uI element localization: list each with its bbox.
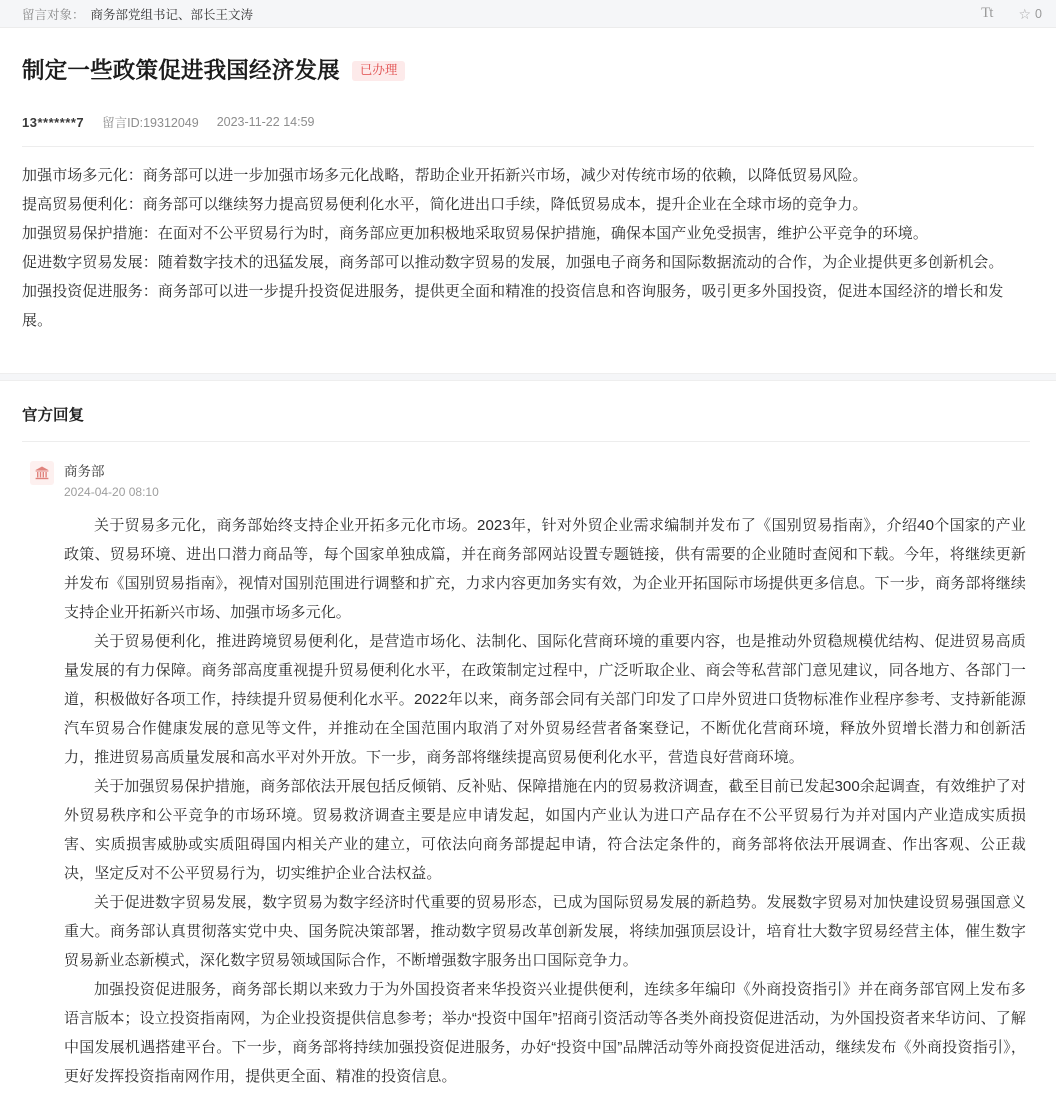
replier-meta [64,460,159,499]
title-row [22,42,1034,100]
post-body [0,147,1056,353]
status-badge: 已办理 [352,61,406,81]
reply-paragraph: 关于加强贸易保护措施，商务部依法开展包括反倾销、反补贴、保障措施在内的贸易救济调查，截至目前已发起300余起调查，有效维护了对外贸易秩序和公平竞争的市场环境。贸易救济调查主要是应申请发起，如国内产业认为进口产品存在不公平贸易行为并对国内产业造成实质损害、实质损害威胁或实质阻碍国内相关产业的建立，可依法向商务部提起申请，符合法定条件的，商务部将依法开展调查、作出客观、公正裁决，坚定反对不公平贸易行为，切实维护企业合法权益。 [64,778,1026,883]
post-paragraph: 加强贸易保护措施：在面对不公平贸易行为时，商务部应更加积极地采取贸易保护措施，确保本国产业免受损害，维护公平竞争的环境。 [22,225,929,243]
post-paragraph: 加强投资促进服务：商务部可以进一步提升投资促进服务，提供更全面和精准的投资信息和咨询服务，吸引更多外国投资，促进本国经济的增长和发展。 [22,283,1004,330]
reply-paragraph: 关于贸易多元化，商务部始终支持企业开拓多元化市场。2023年，针对外贸企业需求编制并发布了《国别贸易指南》，介绍40个国家的产业政策、贸易环境、进出口潜力商品等，每个国家单独成篇，并在商务部网站设置专题链接，供有需要的企业随时查阅和下载。今年，将继续更新并发布《国别贸易指南》，视情对国别范围进行调整和扩充，力求内容更加务实有效，为企业开拓国际市场提供更多信息。下一步，商务部将继续支持企业开拓新兴市场、加强市场多元化。 [64,517,1026,622]
post-message-id: 留言ID:19312049 [102,116,199,131]
recipient-label: 留言对象： [22,7,85,22]
recipient-value: 商务部党组书记、部长王文涛 [90,7,254,22]
replier-name: 商务部 [64,464,105,480]
font-size-button[interactable] [981,5,992,22]
government-building-icon [30,461,54,485]
reply-paragraph: 加强投资促进服务，商务部长期以来致力于为外国投资者来华投资兴业提供便利，连续多年编印《外商投资指引》并在商务部官网上发布多语言版本；设立投资指南网，为企业投资提供信息参考；举办“投资中国年”招商引资活动等各类外商投资促进活动，为外国投资者来华访问、了解中国发展机遇搭建平台。下一步，商务部将持续加强投资促进服务，办好“投资中国”品牌活动等外商投资促进活动，继续发布《外商投资指引》，更好发挥投资指南网作用，提供更全面、精准的投资信息。 [64,981,1026,1086]
text-size-icon: Tt [981,5,993,21]
reply-paragraph: 关于促进数字贸易发展，数字贸易为数字经济时代重要的贸易形态，已成为国际贸易发展的新趋势。发展数字贸易对加快建设贸易强国意义重大。商务部认真贯彻落实党中央、国务院决策部署，推动数字贸易改革创新发展，将续加强顶层设计，培育壮大数字贸易经营主体，催生数字贸易新业态新模式，深化数字贸易领域国际合作，不断增强数字服务出口国际竞争力。 [64,894,1026,970]
post-datetime: 2023-11-22 14:59 [216,115,315,130]
post-paragraph: 促进数字贸易发展：随着数字技术的迅猛发展，商务部可以推动数字贸易的发展，加强电子商务和国际数据流动的合作，为企业提供更多创新机会。 [22,254,1004,272]
favorite-button[interactable] [1018,7,1042,21]
post-paragraph: 提高贸易便利化：商务部可以继续努力提高贸易便利化水平，简化进出口手续，降低贸易成本，提升企业在全球市场的竞争力。 [22,196,868,214]
top-bar [0,0,1056,28]
reply-divider [22,441,1030,442]
post-header [0,28,1056,131]
replier-row [22,460,1030,499]
reply-paragraph: 关于贸易便利化，推进跨境贸易便利化，是营造市场化、法制化、国际化营商环境的重要内容，也是推动外贸稳规模优结构、促进贸易高质量发展的有力保障。商务部高度重视提升贸易便利化水平，在政策制定过程中，广泛听取企业、商会等私营部门意见建议，同各地方、各部门一道，积极做好各项工作，持续提升贸易便利化水平。2022年以来，商务部会同有关部门印发了口岸外贸进口货物标准作业程序参考、支持新能源汽车贸易合作健康发展的意见等文件，并推动在全国范围内取消了对外贸易经营者备案登记，不断优化营商环境，释放外贸增长潜力和创新活力，推进贸易高质量发展和高水平对外开放。下一步，商务部将继续提高贸易便利化水平，营造良好营商环境。 [64,633,1026,767]
section-separator-band [0,373,1056,381]
star-outline-icon: ☆ [1018,5,1032,22]
post-author: 13*******7 [22,114,85,130]
reply-body [22,511,1030,1091]
official-reply-heading: 官方回复 [22,407,85,425]
replier-datetime: 2024-04-20 08:10 [64,485,159,500]
post-meta [22,113,1034,131]
favorite-count: 0 [1035,6,1042,21]
post-paragraph: 加强市场多元化：商务部可以进一步加强市场多元化战略，帮助企业开拓新兴市场，减少对传统市场的依赖，以降低贸易风险。 [22,167,868,185]
section-gap [0,353,1056,373]
official-reply-section [0,381,1056,1101]
page-title: 制定一些政策促进我国经济发展 [22,58,340,84]
